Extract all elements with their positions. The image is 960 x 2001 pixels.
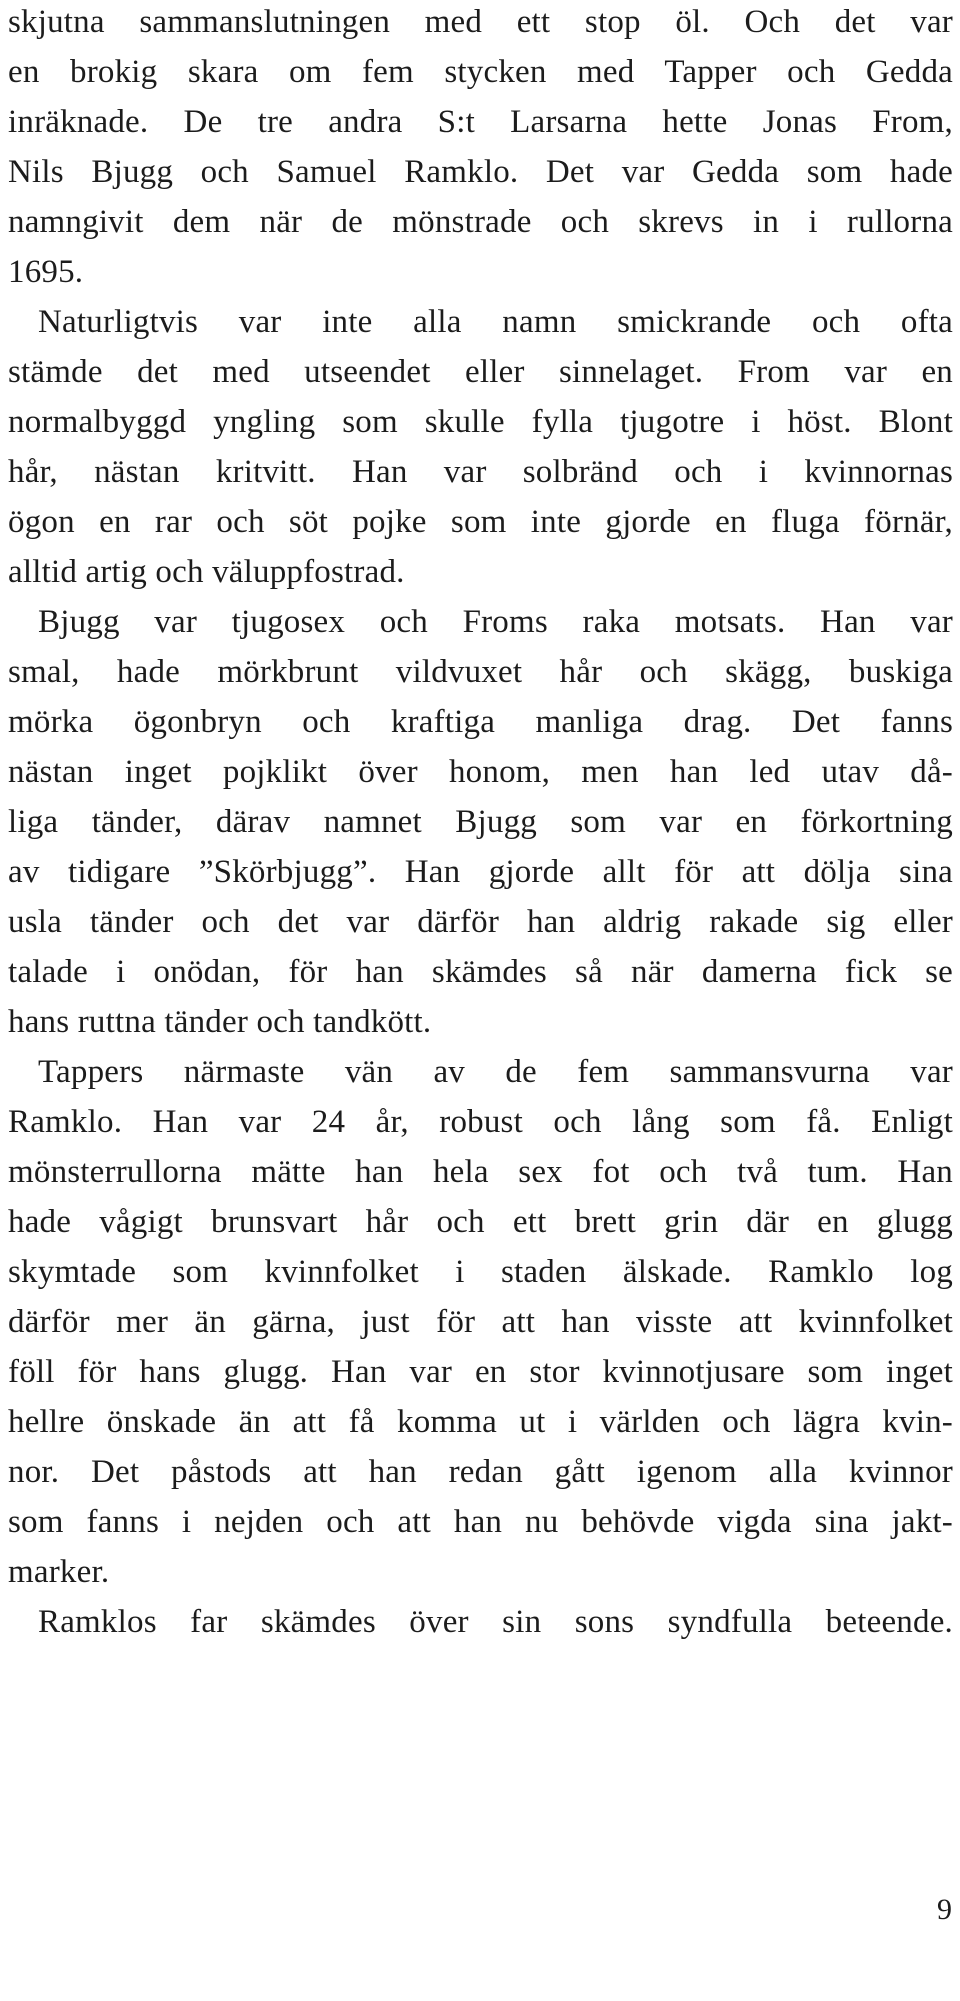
text-line: ögon en rar och söt pojke som inte gjorde en fluga förnär, [8, 504, 953, 540]
text-line: Nils Bjugg och Samuel Ramklo. Det var Gedda som hade [8, 154, 953, 190]
text-line: stämde det med utseendet eller sinnelaget. From var en [8, 354, 953, 390]
text-line: namngivit dem när de mönstrade och skrevs in i rullorna [8, 204, 953, 240]
text-line: talade i onödan, för han skämdes så när damerna fick se [8, 954, 953, 990]
text-line: marker. [8, 1554, 110, 1590]
book-page [8, 0, 953, 2001]
page-number: 9 [937, 1893, 952, 1926]
text-line: Ramklo. Han var 24 år, robust och lång som få. Enligt [8, 1104, 953, 1140]
text-line: föll för hans glugg. Han var en stor kvinnotjusare som inget [8, 1354, 953, 1390]
text-line: Tappers närmaste vän av de fem sammansvurna var [38, 1054, 953, 1090]
text-line: av tidigare ”Skörbjugg”. Han gjorde allt för att dölja sina [8, 854, 953, 890]
text-line: inräknade. De tre andra S:t Larsarna hette Jonas From, [8, 104, 953, 140]
text-line: mönsterrullorna mätte han hela sex fot och två tum. Han [8, 1154, 953, 1190]
text-line: alltid artig och väluppfostrad. [8, 554, 405, 590]
text-line: smal, hade mörkbrunt vildvuxet hår och skägg, buskiga [8, 654, 953, 690]
text-line: därför mer än gärna, just för att han visste att kvinnfolket [8, 1304, 953, 1340]
text-line: nor. Det påstods att han redan gått igenom alla kvinnor [8, 1454, 953, 1490]
text-line: normalbyggd yngling som skulle fylla tjugotre i höst. Blont [8, 404, 953, 440]
text-line: skymtade som kvinnfolket i staden älskade. Ramklo log [8, 1254, 953, 1290]
text-line: nästan inget pojklikt över honom, men han led utav då- [8, 754, 953, 790]
text-line: mörka ögonbryn och kraftiga manliga drag. Det fanns [8, 704, 953, 740]
text-line: hellre önskade än att få komma ut i världen och lägra kvin- [8, 1404, 953, 1440]
text-line: hår, nästan kritvitt. Han var solbränd och i kvinnornas [8, 454, 953, 490]
text-line: 1695. [8, 254, 84, 290]
text-line: skjutna sammanslutningen med ett stop öl. Och det var [8, 4, 953, 40]
text-line: hans ruttna tänder och tandkött. [8, 1004, 432, 1040]
text-line: en brokig skara om fem stycken med Tapper och Gedda [8, 54, 953, 90]
text-line: usla tänder och det var därför han aldrig rakade sig eller [8, 904, 953, 940]
text-line: hade vågigt brunsvart hår och ett brett grin där en glugg [8, 1204, 953, 1240]
text-line: Naturligtvis var inte alla namn smickrande och ofta [38, 304, 953, 340]
text-line: liga tänder, därav namnet Bjugg som var en förkortning [8, 804, 953, 840]
text-line: Ramklos far skämdes över sin sons syndfulla beteende. [38, 1604, 953, 1640]
text-line: Bjugg var tjugosex och Froms raka motsats. Han var [38, 604, 953, 640]
text-line: som fanns i nejden och att han nu behövde vigda sina jakt- [8, 1504, 953, 1540]
